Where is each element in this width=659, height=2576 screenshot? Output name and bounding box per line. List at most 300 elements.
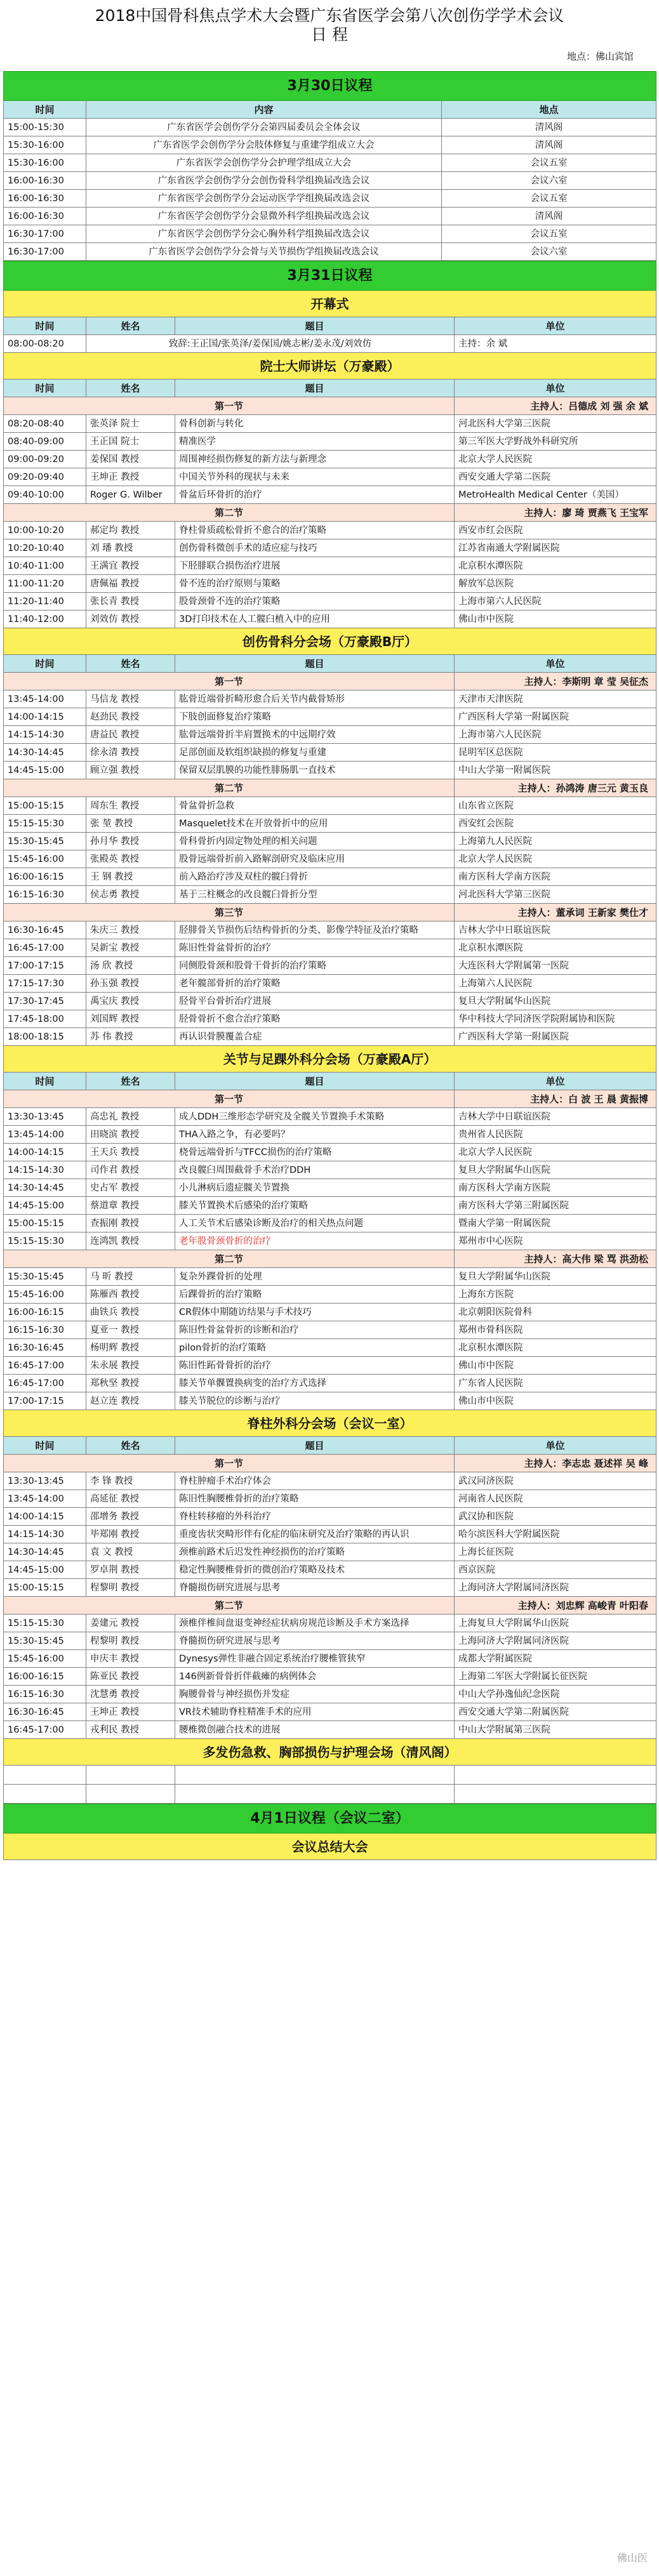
speaker-cell: 张 堃 教授 xyxy=(86,815,175,833)
session-name: 第一节 xyxy=(4,673,455,690)
institution-cell: 北京积水潭医院 xyxy=(455,1339,656,1357)
section-title-row xyxy=(4,1046,656,1073)
schedule-row xyxy=(4,993,656,1010)
location-cell: 会议六室 xyxy=(442,243,656,261)
session-row xyxy=(4,1455,656,1472)
section-title-row xyxy=(4,628,656,655)
topic-cell: 中国关节外科的现状与未来 xyxy=(175,468,455,486)
speaker-cell: 汤 欣 教授 xyxy=(86,957,175,975)
speaker-cell: 马信龙 教授 xyxy=(86,690,175,708)
location-cell: 清风阁 xyxy=(442,136,656,154)
topic-cell: 脊髓损伤研究进展与思考 xyxy=(175,1579,455,1597)
institution-cell: 解放军总医院 xyxy=(455,575,656,593)
schedule-row xyxy=(4,833,656,850)
institution-cell: MetroHealth Medical Center（美国） xyxy=(455,486,656,504)
schedule-row xyxy=(4,868,656,886)
institution-cell: 西安交通大学第二附属医院 xyxy=(455,1703,656,1721)
content-cell: 广东省医学会创伤学分会显微外科学组换届改选会议 xyxy=(86,208,442,225)
schedule-tables xyxy=(0,71,659,1860)
institution-cell: 江苏省南通大学附属医院 xyxy=(455,539,656,557)
time-cell: 16:45-17:00 xyxy=(4,1721,86,1739)
venue-label: 地点：佛山宾馆 xyxy=(566,51,634,62)
time-cell: 14:15-14:30 xyxy=(4,726,86,744)
time-cell: 14:15-14:30 xyxy=(4,1161,86,1179)
day1-banner-title: 3月30日议程 xyxy=(4,72,656,101)
speaker-cell: 司作君 教授 xyxy=(86,1161,175,1179)
schedule-row xyxy=(4,1543,656,1561)
time-cell: 13:45-14:00 xyxy=(4,1126,86,1144)
topic-cell: 骨盆后环骨折的治疗 xyxy=(175,486,455,504)
topic-cell: 人工关节术后感染诊断及治疗的相关热点问题 xyxy=(175,1215,455,1232)
speaker-cell: Roger G. Wilber xyxy=(86,486,175,504)
empty-cell xyxy=(86,1785,175,1804)
column-header: 时间 xyxy=(4,101,86,119)
content-cell: 广东省医学会创伤学分会创伤骨科学组换届改选会议 xyxy=(86,172,442,190)
institution-cell: 天津市天津医院 xyxy=(455,690,656,708)
speaker-cell: 程黎明 教授 xyxy=(86,1632,175,1650)
speaker-cell: 王天兵 教授 xyxy=(86,1144,175,1161)
joint-venue-title: 关节与足踝外科分会场（万豪殿A厅） xyxy=(4,1046,656,1073)
topic-cell: 陈旧性骨盆骨折的诊断和治疗 xyxy=(175,1321,455,1339)
topic-cell: 重度齿状突畸形伴有化症的临床研究及治疗策略的再认识 xyxy=(175,1526,455,1543)
time-cell: 10:00-10:20 xyxy=(4,522,86,539)
time-cell: 16:00-16:30 xyxy=(4,190,86,208)
column-header: 单位 xyxy=(455,1437,656,1455)
speaker-cell: 苏 伟 教授 xyxy=(86,1028,175,1046)
topic-cell: 复杂外踝骨折的处理 xyxy=(175,1268,455,1286)
speaker-cell: 郝定均 教授 xyxy=(86,522,175,539)
institution-cell: 西安红会医院 xyxy=(455,815,656,833)
institution-cell: 南方医科大学南方医院 xyxy=(455,1179,656,1197)
time-cell: 16:15-16:30 xyxy=(4,1321,86,1339)
topic-cell: 创伤骨科微创手术的适应症与技巧 xyxy=(175,539,455,557)
time-cell: 08:40-09:00 xyxy=(4,433,86,451)
institution-cell: 中山大学第一附属医院 xyxy=(455,762,656,779)
topic-cell: 周围神经损伤修复的新方法与新理念 xyxy=(175,451,455,468)
schedule-row xyxy=(4,762,656,779)
institution-cell: 北京朝阳医院骨科 xyxy=(455,1304,656,1321)
schedule-row xyxy=(4,225,656,243)
institution-cell: 中山大学附属第三医院 xyxy=(455,1721,656,1739)
column-header: 题目 xyxy=(175,1437,455,1455)
schedule-row xyxy=(4,190,656,208)
topic-cell: VR技术辅助脊柱精准手术的应用 xyxy=(175,1703,455,1721)
institution-cell: 河南省人民医院 xyxy=(455,1490,656,1508)
schedule-row xyxy=(4,575,656,593)
topic-cell: 后踝骨折的治疗策略 xyxy=(175,1286,455,1304)
speaker-cell: 刘 璠 教授 xyxy=(86,539,175,557)
speaker-cell: 沈慧勇 教授 xyxy=(86,1686,175,1703)
time-cell: 09:40-10:00 xyxy=(4,486,86,504)
blank-row xyxy=(4,1785,656,1804)
session-host: 主持人：白 波 王 晨 黄振博 xyxy=(455,1090,656,1108)
institution-cell: 中山大学孙逸仙纪念医院 xyxy=(455,1686,656,1703)
institution-cell: 吉林大学中日联谊医院 xyxy=(455,1108,656,1126)
schedule-row xyxy=(4,939,656,957)
empty-cell xyxy=(86,1766,175,1785)
topic-cell: 前入路治疗涉及双柱的髋臼骨折 xyxy=(175,868,455,886)
institution-cell: 郑州市中心医院 xyxy=(455,1232,656,1250)
topic-cell: 足部创面及软组织缺损的修复与重建 xyxy=(175,744,455,762)
spine-venue-title: 脊柱外科分会场（会议一室） xyxy=(4,1410,656,1437)
page-title: 2018中国骨科焦点学术大会暨广东省医学会第八次创伤学学术会议 xyxy=(95,6,564,25)
empty-cell xyxy=(4,1785,86,1804)
institution-cell: 山东省立医院 xyxy=(455,797,656,815)
session-name: 第一节 xyxy=(4,397,455,415)
column-header: 单位 xyxy=(455,380,656,397)
time-cell: 14:00-14:15 xyxy=(4,1144,86,1161)
time-cell: 18:00-18:15 xyxy=(4,1028,86,1046)
time-cell: 16:15-16:30 xyxy=(4,1686,86,1703)
time-cell: 16:45-17:00 xyxy=(4,1357,86,1375)
schedule-row xyxy=(4,1392,656,1410)
speaker-cell: 张长青 教授 xyxy=(86,593,175,611)
trauma-venue-title: 创伤骨科分会场（万豪殿B厅） xyxy=(4,628,656,655)
header-row xyxy=(4,101,656,119)
institution-cell: 吉林大学中日联谊医院 xyxy=(455,921,656,939)
speaker-cell: 杨明辉 教授 xyxy=(86,1339,175,1357)
time-cell: 15:15-15:30 xyxy=(4,815,86,833)
time-cell: 14:45-15:00 xyxy=(4,762,86,779)
speaker-cell: 周东生 教授 xyxy=(86,797,175,815)
schedule-row xyxy=(4,172,656,190)
institution-cell: 上海第六人民医院 xyxy=(455,975,656,993)
schedule-row xyxy=(4,557,656,575)
time-cell: 15:00-15:15 xyxy=(4,1215,86,1232)
speaker-cell: 刘效仿 教授 xyxy=(86,611,175,628)
column-header: 时间 xyxy=(4,1073,86,1090)
schedule-row xyxy=(4,1268,656,1286)
institution-cell: 北京积水潭医院 xyxy=(455,557,656,575)
schedule-row xyxy=(4,208,656,225)
schedule-row xyxy=(4,539,656,557)
empty-cell xyxy=(455,1766,656,1785)
time-cell: 11:00-11:20 xyxy=(4,575,86,593)
header-row xyxy=(4,380,656,397)
time-cell: 14:00-14:15 xyxy=(4,1508,86,1526)
time-cell: 09:20-09:40 xyxy=(4,468,86,486)
topic-cell: 胫腓骨关节损伤后结构骨折的分类、影像学特征及治疗策略 xyxy=(175,921,455,939)
schedule-row xyxy=(4,243,656,261)
schedule-row xyxy=(4,815,656,833)
time-cell: 16:00-16:30 xyxy=(4,172,86,190)
speaker-cell: 孙玉强 教授 xyxy=(86,975,175,993)
schedule-row xyxy=(4,1490,656,1508)
time-cell: 15:30-15:45 xyxy=(4,1268,86,1286)
speaker-cell: 史占军 教授 xyxy=(86,1179,175,1197)
topic-cell: 胫骨平台骨折治疗进展 xyxy=(175,993,455,1010)
time-cell: 15:45-16:00 xyxy=(4,1286,86,1304)
time-cell: 16:30-16:45 xyxy=(4,921,86,939)
topic-cell: 脊柱肿瘤手术治疗体会 xyxy=(175,1472,455,1490)
speaker-cell: 王正国 院士 xyxy=(86,433,175,451)
institution-cell: 大连医科大学附属第一医院 xyxy=(455,957,656,975)
topic-cell: 小儿淋病后遗症髋关节置换 xyxy=(175,1179,455,1197)
day-banner xyxy=(4,72,656,101)
time-cell: 16:00-16:15 xyxy=(4,1668,86,1686)
institution-cell: 南方医科大学第三附属医院 xyxy=(455,1197,656,1215)
schedule-row xyxy=(4,1526,656,1543)
schedule-row xyxy=(4,1579,656,1597)
institution-cell: 北京大学人民医院 xyxy=(455,850,656,868)
empty-cell xyxy=(175,1766,455,1785)
session-row xyxy=(4,904,656,921)
schedule-row xyxy=(4,1010,656,1028)
time-cell: 16:45-17:00 xyxy=(4,939,86,957)
header-row xyxy=(4,1073,656,1090)
topic-cell: 颈椎前路术后迟发性神经损伤的治疗策略 xyxy=(175,1543,455,1561)
schedule-row xyxy=(4,1703,656,1721)
time-cell: 11:20-11:40 xyxy=(4,593,86,611)
speaker-cell: 连鸿凯 教授 xyxy=(86,1232,175,1250)
content-cell: 广东省医学会创伤学分会运动医学学组换届改选会议 xyxy=(86,190,442,208)
time-cell: 16:00-16:15 xyxy=(4,868,86,886)
schedule-row xyxy=(4,1472,656,1490)
topic-cell: 膝关节置换术后感染的治疗策略 xyxy=(175,1197,455,1215)
institution-cell: 哈尔滨医科大学附属医院 xyxy=(455,1526,656,1543)
schedule-row xyxy=(4,1197,656,1215)
time-cell: 17:00-17:15 xyxy=(4,1392,86,1410)
time-cell: 15:15-15:30 xyxy=(4,1615,86,1632)
column-header: 地点 xyxy=(442,101,656,119)
institution-cell: 郑州市骨科医院 xyxy=(455,1321,656,1339)
time-cell: 14:30-14:45 xyxy=(4,744,86,762)
topic-cell: pilon骨折的治疗策略 xyxy=(175,1339,455,1357)
schedule-row xyxy=(4,1508,656,1526)
time-cell: 16:15-16:30 xyxy=(4,886,86,904)
speaker-cell: 孙月华 教授 xyxy=(86,833,175,850)
speaker-cell: 邵增务 教授 xyxy=(86,1508,175,1526)
time-cell: 15:30-16:00 xyxy=(4,154,86,172)
header-row xyxy=(4,1437,656,1455)
opening-title: 开幕式 xyxy=(4,291,656,317)
topic-cell: 胫骨骨折不愈合治疗策略 xyxy=(175,1010,455,1028)
speaker-cell: 王 钢 教授 xyxy=(86,868,175,886)
column-header: 姓名 xyxy=(86,1073,175,1090)
column-header: 题目 xyxy=(175,1073,455,1090)
section-title-row xyxy=(4,1739,656,1766)
speaker-cell: 罗卓荆 教授 xyxy=(86,1561,175,1579)
institution-cell: 昆明军区总医院 xyxy=(455,744,656,762)
institution-cell: 广东省人民医院 xyxy=(455,1375,656,1392)
speaker-cell: 张殿英 教授 xyxy=(86,850,175,868)
time-cell: 14:00-14:15 xyxy=(4,708,86,726)
institution-cell: 北京积水潭医院 xyxy=(455,939,656,957)
column-header: 内容 xyxy=(86,101,442,119)
column-header: 单位 xyxy=(455,655,656,673)
topic-cell: 稳定性胸腰椎骨折的微创治疗策略及技术 xyxy=(175,1561,455,1579)
schedule-row xyxy=(4,1161,656,1179)
speaker-cell: 朱永展 教授 xyxy=(86,1357,175,1375)
speaker-cell: 顾立强 教授 xyxy=(86,762,175,779)
time-cell: 08:00-08:20 xyxy=(4,335,86,353)
speaker-cell: 朱庆三 教授 xyxy=(86,921,175,939)
page-header xyxy=(0,0,659,71)
schedule-row xyxy=(4,1357,656,1375)
location-cell: 会议六室 xyxy=(442,172,656,190)
time-cell: 15:30-15:45 xyxy=(4,833,86,850)
institution-cell: 复旦大学附属华山医院 xyxy=(455,1268,656,1286)
institution-cell: 上海长征医院 xyxy=(455,1543,656,1561)
topic-cell: 基于三柱概念的改良髋臼骨折分型 xyxy=(175,886,455,904)
speaker-cell: 戎利民 教授 xyxy=(86,1721,175,1739)
institution-cell: 西安市红会医院 xyxy=(455,522,656,539)
institution-cell: 北京大学人民医院 xyxy=(455,451,656,468)
content-cell: 广东省医学会创伤学分会护理学组成立大会 xyxy=(86,154,442,172)
schedule-row xyxy=(4,1632,656,1650)
location-cell: 会议五室 xyxy=(442,225,656,243)
speaker-cell: 王坤正 教授 xyxy=(86,468,175,486)
time-cell: 15:00-15:15 xyxy=(4,1579,86,1597)
topic-cell: 陈旧性胸腰椎骨折的治疗策略 xyxy=(175,1490,455,1508)
schedule-row xyxy=(4,886,656,904)
column-header: 题目 xyxy=(175,317,455,335)
schedule-row xyxy=(4,1668,656,1686)
section-title-row xyxy=(4,291,656,317)
header-row xyxy=(4,317,656,335)
schedule-row xyxy=(4,1179,656,1197)
session-host: 主持人：高大伟 梁 骂 洪劲松 xyxy=(455,1250,656,1268)
institution-cell: 西安交通大学第二医院 xyxy=(455,468,656,486)
session-host: 主持人：孙鸿涛 唐三元 黄玉良 xyxy=(455,779,656,797)
time-cell: 16:30-17:00 xyxy=(4,243,86,261)
schedule-row xyxy=(4,1304,656,1321)
schedule-row xyxy=(4,1615,656,1632)
column-header: 单位 xyxy=(455,317,656,335)
session-row xyxy=(4,1090,656,1108)
topic-cell: 膝关节单髁置换病变的治疗方式选择 xyxy=(175,1375,455,1392)
topic-cell: 成人DDH三维形态学研究及全髋关节置换手术策略 xyxy=(175,1108,455,1126)
institution-cell: 暨南大学第一附属医院 xyxy=(455,1215,656,1232)
speaker-cell: 赵劲民 教授 xyxy=(86,708,175,726)
column-header: 姓名 xyxy=(86,380,175,397)
institution-cell: 上海第九人民医院 xyxy=(455,833,656,850)
schedule-row xyxy=(4,136,656,154)
schedule-row xyxy=(4,1215,656,1232)
topic-cell: 146例新骨骨折伴截瘫的病例体会 xyxy=(175,1668,455,1686)
time-cell: 13:30-13:45 xyxy=(4,1472,86,1490)
schedule-row xyxy=(4,726,656,744)
topic-cell: CR假体中期随访结果与手术技巧 xyxy=(175,1304,455,1321)
schedule-row xyxy=(4,468,656,486)
topic-cell: 股骨颈骨不连的治疗策略 xyxy=(175,593,455,611)
speaker-cell: 侯志勇 教授 xyxy=(86,886,175,904)
page-subtitle: 日 程 xyxy=(311,25,348,44)
schedule-row xyxy=(4,1286,656,1304)
schedule-row xyxy=(4,975,656,993)
topic-cell: 脊柱转移瘤的外科治疗 xyxy=(175,1508,455,1526)
institution-cell: 复旦大学附属华山医院 xyxy=(455,1161,656,1179)
institution-cell: 南方医科大学南方医院 xyxy=(455,868,656,886)
topic-cell: 老年髋部骨折的治疗策略 xyxy=(175,975,455,993)
time-cell: 08:20-08:40 xyxy=(4,415,86,433)
time-cell: 15:00-15:30 xyxy=(4,119,86,136)
multi-venue-title: 多发伤急救、胸部损伤与护理会场（清风阁） xyxy=(4,1739,656,1766)
time-cell: 14:15-14:30 xyxy=(4,1526,86,1543)
schedule-row xyxy=(4,154,656,172)
time-cell: 16:30-16:45 xyxy=(4,1703,86,1721)
column-header: 题目 xyxy=(175,655,455,673)
schedule-row xyxy=(4,744,656,762)
opening-speakers: 致辞:王正国/张英泽/姜保国/姚志彬/姜永茂/刘效仿 xyxy=(86,335,455,353)
institution-cell: 佛山市中医院 xyxy=(455,611,656,628)
time-cell: 16:00-16:30 xyxy=(4,208,86,225)
institution-cell: 河北医科大学第三医院 xyxy=(455,886,656,904)
session-name: 第一节 xyxy=(4,1090,455,1108)
location-cell: 清风阁 xyxy=(442,119,656,136)
opening-host: 主持：余 斌 xyxy=(455,335,656,353)
speaker-cell: 徐永清 教授 xyxy=(86,744,175,762)
schedule-row xyxy=(4,611,656,628)
day3-table xyxy=(3,1804,656,1860)
speaker-cell: 毕郑刚 教授 xyxy=(86,1526,175,1543)
institution-cell: 北京大学人民医院 xyxy=(455,1144,656,1161)
time-cell: 15:45-16:00 xyxy=(4,850,86,868)
topic-cell: Masquelet技术在开放骨折中的应用 xyxy=(175,815,455,833)
topic-cell: 下胫腓联合损伤治疗进展 xyxy=(175,557,455,575)
topic-cell: 股骨远端骨折前入路解剖研究及临床应用 xyxy=(175,850,455,868)
column-header: 姓名 xyxy=(86,317,175,335)
schedule-row xyxy=(4,708,656,726)
column-header: 姓名 xyxy=(86,655,175,673)
speaker-cell: 郑秋坚 教授 xyxy=(86,1375,175,1392)
content-cell: 广东省医学会创伤学分会肢体修复与重建学组成立大会 xyxy=(86,136,442,154)
topic-cell: 肱骨近端骨折畸形愈合后关节内截骨矫形 xyxy=(175,690,455,708)
topic-cell: 改良髋臼周围截骨手术治疗DDH xyxy=(175,1161,455,1179)
closing-title: 会议总结大会 xyxy=(4,1833,656,1860)
session-name: 第三节 xyxy=(4,904,455,921)
speaker-cell: 姜建元 教授 xyxy=(86,1615,175,1632)
speaker-cell: 高延征 教授 xyxy=(86,1490,175,1508)
institution-cell: 成都大学附属医院 xyxy=(455,1650,656,1668)
time-cell: 13:45-14:00 xyxy=(4,1490,86,1508)
session-row xyxy=(4,673,656,690)
time-cell: 16:00-16:15 xyxy=(4,1304,86,1321)
topic-cell: 膝关节脱位的诊断与治疗 xyxy=(175,1392,455,1410)
institution-cell: 武汉协和医院 xyxy=(455,1508,656,1526)
time-cell: 17:15-17:30 xyxy=(4,975,86,993)
column-header: 时间 xyxy=(4,317,86,335)
institution-cell: 华中科技大学同济医学院附属协和医院 xyxy=(455,1010,656,1028)
day-banner xyxy=(4,261,656,291)
speaker-cell: 姜保国 教授 xyxy=(86,451,175,468)
topic-cell: Dynesys弹性非融合固定系统治疗腰椎管狭窄 xyxy=(175,1650,455,1668)
time-cell: 17:00-17:15 xyxy=(4,957,86,975)
speaker-cell: 唐佩福 教授 xyxy=(86,575,175,593)
time-cell: 10:20-10:40 xyxy=(4,539,86,557)
column-header: 时间 xyxy=(4,655,86,673)
session-row xyxy=(4,397,656,415)
time-cell: 15:30-16:00 xyxy=(4,136,86,154)
session-name: 第二节 xyxy=(4,1597,455,1615)
session-host: 主持人：李斯明 章 莹 吴征杰 xyxy=(455,673,656,690)
speaker-cell: 申庆丰 教授 xyxy=(86,1650,175,1668)
empty-cell xyxy=(455,1785,656,1804)
schedule-row xyxy=(4,335,656,353)
schedule-row xyxy=(4,486,656,504)
institution-cell: 佛山市中医院 xyxy=(455,1357,656,1375)
time-cell: 09:00-09:20 xyxy=(4,451,86,468)
institution-cell: 上海第二军医大学附属长征医院 xyxy=(455,1668,656,1686)
institution-cell: 广西医科大学第一附属医院 xyxy=(455,1028,656,1046)
institution-cell: 上海东方医院 xyxy=(455,1286,656,1304)
speaker-cell: 袁 文 教授 xyxy=(86,1543,175,1561)
speaker-cell: 陈亚民 教授 xyxy=(86,1668,175,1686)
header-row xyxy=(4,655,656,673)
topic-cell: THA入路之争，有必要吗？ xyxy=(175,1126,455,1144)
speaker-cell: 李 锋 教授 xyxy=(86,1472,175,1490)
session-name: 第二节 xyxy=(4,779,455,797)
